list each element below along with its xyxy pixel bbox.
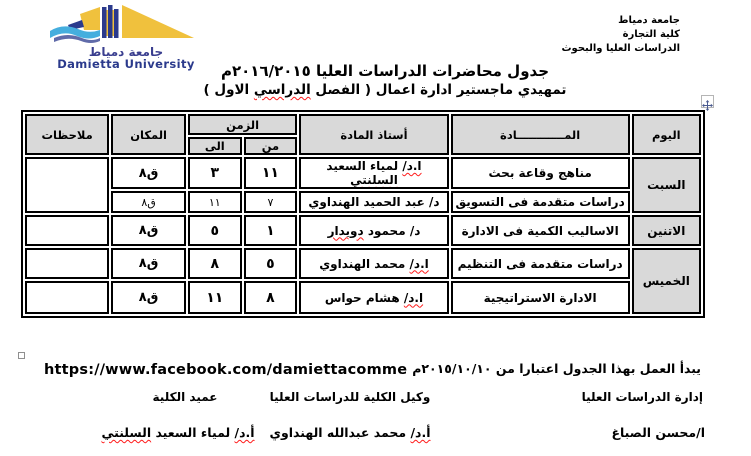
subtitle-misspelled-word: الدراسي bbox=[253, 82, 311, 98]
professor-name: محمود bbox=[363, 223, 410, 238]
place-cell: ق٨ bbox=[111, 157, 186, 189]
day-cell-thursday: الخميس bbox=[632, 248, 701, 314]
professor-prefix: ا.د/ bbox=[409, 256, 429, 271]
professor-name: عبد الحميد الهنداوي bbox=[308, 195, 430, 209]
time-from-cell: ٨ bbox=[244, 281, 298, 314]
org-line-university: جامعة دمياط bbox=[618, 15, 680, 26]
subject-column-header: المــــــــــــادة bbox=[451, 114, 630, 155]
table-move-handle[interactable] bbox=[701, 95, 714, 108]
place-column-header: المكان bbox=[111, 114, 186, 155]
logo-arabic-name: جامعة دمياط bbox=[88, 45, 164, 59]
time-to-cell: ٨ bbox=[188, 248, 242, 279]
notes-column-header: ملاحظات bbox=[25, 114, 109, 155]
notes-cell bbox=[25, 157, 109, 213]
table-row bbox=[25, 191, 701, 213]
signature-title-grad-admin: إدارة الدراسات العليا bbox=[581, 390, 703, 404]
day-cell-monday: الاتنين bbox=[632, 215, 701, 246]
notes-cell bbox=[25, 215, 109, 246]
time-to-cell: ١١ bbox=[188, 281, 242, 314]
professor-cell bbox=[299, 281, 448, 314]
subject-cell: دراسات متقدمة فى التسويق bbox=[451, 191, 630, 213]
place-cell: ق٨ bbox=[111, 191, 186, 213]
professor-cell bbox=[299, 248, 448, 279]
time-from-cell: ٧ bbox=[244, 191, 298, 213]
signature-title-vice-dean: وكيل الكلية للدراسات العليا bbox=[269, 390, 431, 404]
signature-title-dean: عميد الكلية bbox=[152, 390, 218, 404]
subject-cell: دراسات متقدمة فى التنظيم bbox=[451, 248, 630, 279]
place-cell: ق٨ bbox=[111, 215, 186, 246]
professor-cell bbox=[299, 191, 448, 213]
professor-column-header: أستاذ المادة bbox=[299, 114, 448, 155]
schedule-table bbox=[21, 110, 705, 318]
signature-name-rest: محمد عبدالله الهنداوي bbox=[269, 425, 411, 440]
professor-surname: دويدار bbox=[327, 223, 364, 238]
notes-cell bbox=[25, 281, 109, 314]
letterhead bbox=[562, 14, 681, 56]
time-to-cell: ٣ bbox=[188, 157, 242, 189]
org-line-faculty: كلية التجارة bbox=[622, 29, 680, 40]
page-title: جدول محاضرات الدراسات العليا ٢٠١٦/٢٠١٥م bbox=[221, 62, 549, 80]
org-line-department: الدراسات العليا والبحوث bbox=[561, 43, 680, 54]
professor-name: لمياء السعيد bbox=[326, 159, 403, 173]
professor-cell bbox=[299, 215, 448, 246]
time-to-cell: ٥ bbox=[188, 215, 242, 246]
facebook-url-text[interactable]: https://www.facebook.com/damiettacomme bbox=[44, 362, 408, 378]
time-column-header: الزمن bbox=[188, 114, 297, 135]
professor-prefix: د/ bbox=[409, 223, 421, 238]
day-cell-saturday: السبت bbox=[632, 157, 701, 213]
signature-name-middle: لمياء السعيد bbox=[151, 425, 235, 440]
signature-name-grad-admin: ا/محسن الصباغ bbox=[611, 425, 705, 440]
table-row bbox=[25, 248, 701, 279]
time-from-cell: ١١ bbox=[244, 157, 298, 189]
page-subtitle bbox=[95, 81, 675, 99]
title-block bbox=[95, 62, 675, 99]
professor-prefix: ا.د/ bbox=[402, 159, 422, 173]
subject-cell: مناهج وقاعة بحث bbox=[451, 157, 630, 189]
time-to-header: الى bbox=[188, 137, 242, 155]
subtitle-pre: تمهيدي ماجستير ادارة اعمال ( الفصل bbox=[310, 82, 567, 98]
signature-name-dean bbox=[73, 425, 283, 440]
professor-prefix: ا.د/ bbox=[403, 290, 424, 305]
time-to-cell: ١١ bbox=[188, 191, 242, 213]
table-resize-handle[interactable] bbox=[18, 352, 25, 359]
signature-name-surname: السلنتي bbox=[101, 425, 152, 440]
day-column-header: اليوم bbox=[632, 114, 701, 155]
time-from-cell: ٥ bbox=[244, 248, 298, 279]
table-row bbox=[25, 157, 701, 189]
place-cell: ق٨ bbox=[111, 248, 186, 279]
subject-cell: الاساليب الكمية فى الادارة bbox=[451, 215, 630, 246]
time-from-cell: ١ bbox=[244, 215, 298, 246]
professor-surname: السلنتي bbox=[350, 173, 398, 187]
table-row bbox=[25, 281, 701, 314]
subtitle-post: الاول ) bbox=[203, 82, 254, 98]
professor-cell bbox=[299, 157, 448, 189]
professor-name: هشام حواس bbox=[324, 290, 404, 305]
signature-name-prefix: أ.د/ bbox=[410, 425, 431, 440]
university-logo bbox=[36, 2, 216, 71]
subject-cell: الادارة الاستراتيجية bbox=[451, 281, 630, 314]
logo-english-name: Damietta University bbox=[57, 57, 195, 71]
place-cell: ق٨ bbox=[111, 281, 186, 314]
professor-prefix: د/ bbox=[429, 195, 440, 209]
professor-name: محمد الهنداوي bbox=[319, 256, 410, 271]
table-row bbox=[25, 215, 701, 246]
effective-date-note: يبدأ العمل بهذا الجدول اعتبارا من ٢٠١٥/١٠/١٠م bbox=[412, 361, 701, 376]
signature-name-prefix: أ.د/ bbox=[234, 425, 255, 440]
time-from-header: من bbox=[244, 137, 298, 155]
notes-cell bbox=[25, 248, 109, 279]
